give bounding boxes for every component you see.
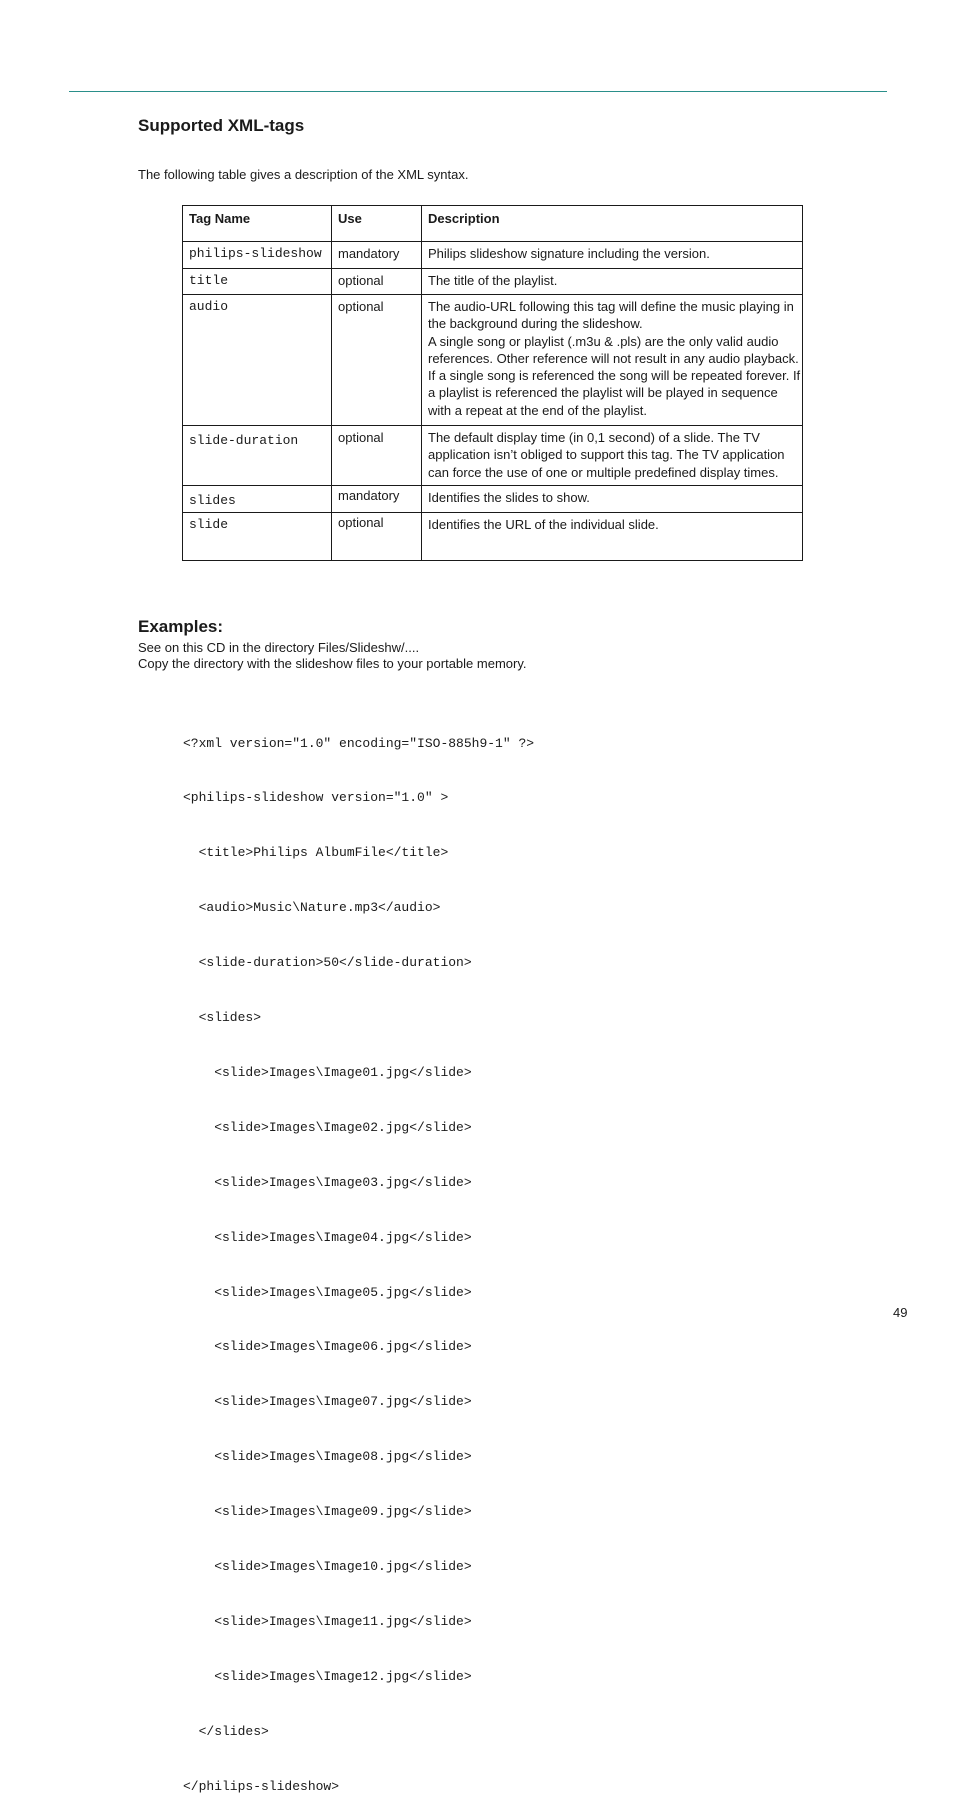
code-line: </slides> <box>183 1723 269 1739</box>
code-line: <slide>Images\Image01.jpg</slide> <box>183 1064 472 1080</box>
intro-text: The following table gives a description of the XML syntax. <box>138 167 469 182</box>
xml-code-example <box>183 698 534 1814</box>
code-line: <audio>Music\Nature.mp3</audio> <box>183 900 441 916</box>
code-line: <slide>Images\Image03.jpg</slide> <box>183 1174 472 1190</box>
use-cell: optional <box>332 295 422 426</box>
code-line: <slide-duration>50</slide-duration> <box>183 955 472 971</box>
table-row <box>183 269 803 295</box>
code-line: <slide>Images\Image09.jpg</slide> <box>183 1504 472 1520</box>
code-line: <philips-slideshow version="1.0" > <box>183 790 449 806</box>
code-line: </philips-slideshow> <box>183 1778 340 1794</box>
code-line: <slide>Images\Image06.jpg</slide> <box>183 1339 472 1355</box>
table-row <box>183 513 803 561</box>
code-line: <slide>Images\Image04.jpg</slide> <box>183 1229 472 1245</box>
top-rule <box>69 91 887 92</box>
code-line: <slide>Images\Image12.jpg</slide> <box>183 1668 472 1684</box>
description-cell: The title of the playlist. <box>422 269 803 295</box>
description-cell: Identifies the slides to show. <box>422 486 803 513</box>
examples-line-2: Copy the directory with the slideshow files to your portable memory. <box>138 656 527 671</box>
use-cell: mandatory <box>332 486 422 513</box>
table-row <box>183 242 803 269</box>
code-line: <?xml version="1.0" encoding="ISO-885h9-1" ?> <box>183 735 535 751</box>
description-cell: Identifies the URL of the individual slide. <box>422 513 803 561</box>
code-line: <slide>Images\Image07.jpg</slide> <box>183 1394 472 1410</box>
description-cell: Philips slideshow signature including the version. <box>422 242 803 269</box>
xml-tags-table <box>182 205 803 561</box>
tag-cell: slides <box>183 486 332 513</box>
page-number: 49 <box>893 1305 908 1320</box>
use-cell: optional <box>332 513 422 561</box>
use-cell: optional <box>332 426 422 486</box>
code-line: <slide>Images\Image10.jpg</slide> <box>183 1558 472 1574</box>
tag-cell: title <box>183 269 332 295</box>
tag-cell: slide-duration <box>183 426 332 486</box>
examples-title: Examples: <box>138 617 224 636</box>
use-cell: mandatory <box>332 242 422 269</box>
use-cell: optional <box>332 269 422 295</box>
tag-cell: audio <box>183 295 332 426</box>
table-row <box>183 426 803 486</box>
header-tag-name: Tag Name <box>183 206 332 242</box>
table-row <box>183 295 803 426</box>
table-row <box>183 486 803 513</box>
section-title: Supported XML-tags <box>138 116 305 135</box>
tag-cell: philips-slideshow <box>183 242 332 269</box>
examples-text <box>138 640 526 672</box>
header-use: Use <box>332 206 422 242</box>
header-description: Description <box>422 206 803 242</box>
code-line: <slide>Images\Image11.jpg</slide> <box>183 1613 472 1629</box>
code-line: <slide>Images\Image02.jpg</slide> <box>183 1119 472 1135</box>
tag-cell: slide <box>183 513 332 561</box>
table-header-row <box>183 206 803 242</box>
description-cell: The audio-URL following this tag will define the music playing in the background during the slideshow. A single song or playlist (.m3u & .pls) are the only valid audio references. Other reference will not result in any audio playback. If a single song is referenced the song will be repeated forever. If a playlist is referenced the playlist will be played in sequence with a repeat at the end of the playlist. <box>422 295 803 426</box>
code-line: <slides> <box>183 1010 262 1026</box>
code-line: <slide>Images\Image05.jpg</slide> <box>183 1284 472 1300</box>
code-line: <title>Philips AlbumFile</title> <box>183 845 449 861</box>
description-cell: The default display time (in 0,1 second) of a slide. The TV application isn’t obliged to support this tag. The TV application can force the use of one or multiple predefined display times. <box>422 426 803 486</box>
code-line: <slide>Images\Image08.jpg</slide> <box>183 1449 472 1465</box>
examples-line-1: See on this CD in the directory Files/Slideshw/.... <box>138 640 420 655</box>
